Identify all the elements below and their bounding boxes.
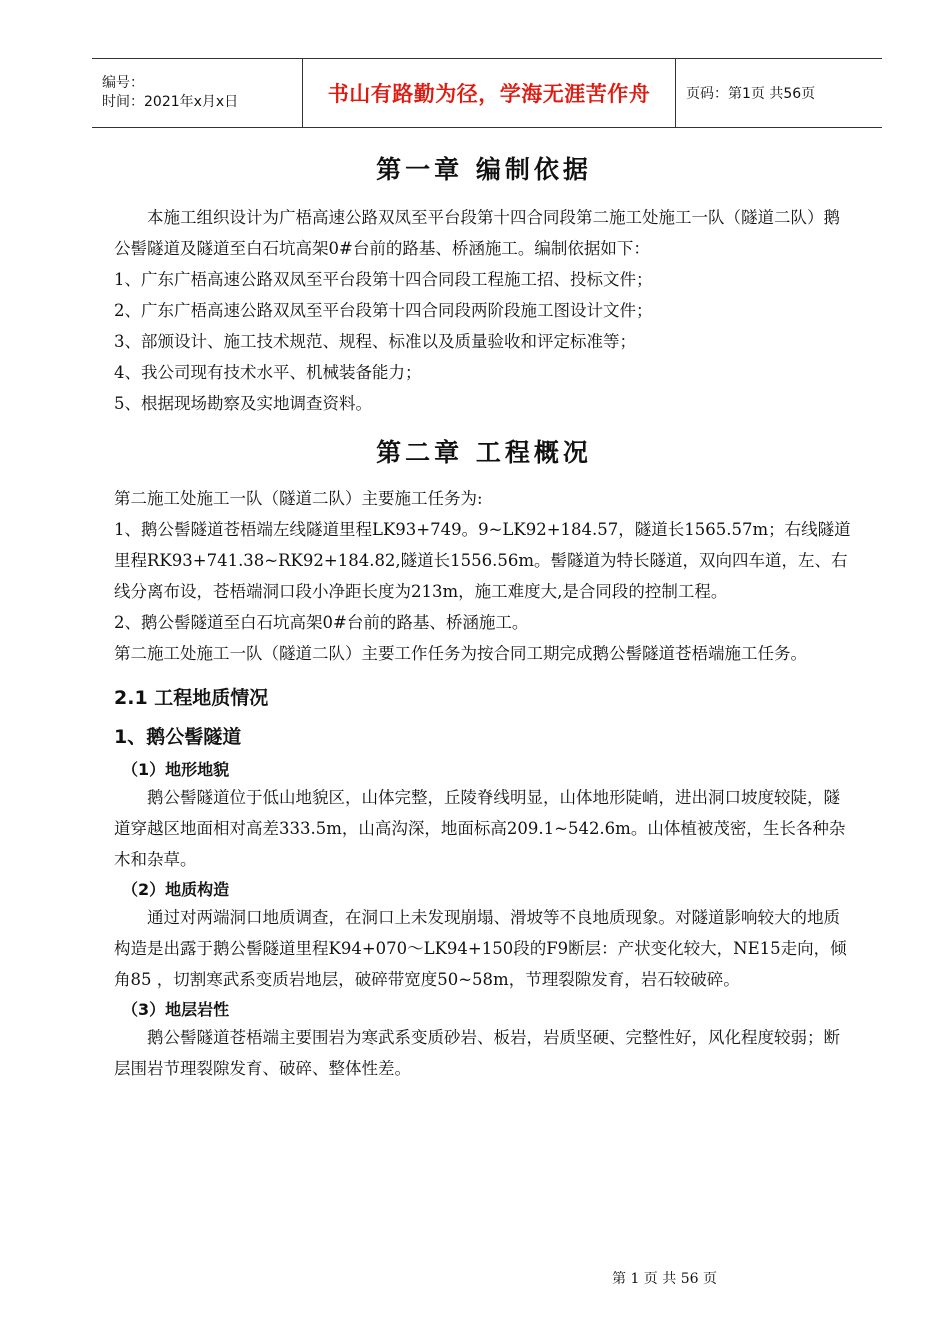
chapter-2-lead: 第二施工处施工一队（隧道二队）主要施工任务为:	[114, 489, 483, 508]
header-motto: 书山有路勤为径，学海无涯苦作舟	[327, 82, 651, 106]
section-2-1-heading: 2.1 工程地质情况	[114, 687, 269, 709]
header-meta	[92, 59, 302, 127]
chapter-1-intro: 本施工组织设计为广梧高速公路双凤至平台段第十四合同段第二施工处施工一队（隧道二队）鹅公髻隧道及隧道至白石坑高架0#台前的路基、桥涵施工。编制依据如下：	[114, 208, 840, 258]
task-1: 1、鹅公髻隧道苍梧端左线隧道里程LK93+749。9~LK92+184.57，隧道长1565.57m；右线隧道里程RK93+741.38~RK92+184.82,隧道长1556.56m。髻隧道为特长隧道，双向四车道，左、右线分离布设，苍梧端洞口段小净距长度为213m，施工难度大,是合同段的控制工程。	[114, 520, 851, 601]
basis-item: 2、广东广梧高速公路双凤至平台段第十四合同段两阶段施工图设计文件；	[114, 301, 653, 320]
chapter-1-title: 第一章 编制依据	[376, 155, 592, 184]
terrain-heading: （1）地形地貌	[122, 760, 230, 779]
page-footer: 第 1 页 共 56 页	[612, 1271, 717, 1287]
structure-heading: （2）地质构造	[122, 880, 230, 899]
header-page-cell	[676, 59, 882, 127]
chapter-2-title: 第二章 工程概况	[376, 438, 592, 467]
basis-item: 5、根据现场勘察及实地调查资料。	[114, 394, 372, 413]
structure-text: 通过对两端洞口地质调查，在洞口上未发现崩塌、滑坡等不良地质现象。对隧道影响较大的地质构造是出露于鹅公髻隧道里程K94+070～LK94+150段的F9断层：产状变化较大，NE15走向，倾角85 ，切割寒武系变质岩地层，破碎带宽度50~58m，节理裂隙发育，岩石较破碎。	[114, 908, 847, 989]
document-time: 时间：2021年x月x日	[102, 94, 239, 110]
tunnel-heading: 1、鹅公髻隧道	[114, 726, 242, 748]
basis-item: 4、我公司现有技术水平、机械装备能力；	[114, 363, 422, 382]
header-page-number: 页码：第1页 共56页	[686, 86, 816, 102]
task-summary: 第二施工处施工一队（隧道二队）主要工作任务为按合同工期完成鹅公髻隧道苍梧端施工任务。	[114, 644, 807, 663]
task-2: 2、鹅公髻隧道至白石坑高架0#台前的路基、桥涵施工。	[114, 613, 529, 632]
basis-item: 1、广东广梧高速公路双凤至平台段第十四合同段工程施工招、投标文件；	[114, 270, 653, 289]
lithology-text: 鹅公髻隧道苍梧端主要围岩为寒武系变质砂岩、板岩，岩质坚硬、完整性好，风化程度较弱；断层围岩节理裂隙发育、破碎、整体性差。	[114, 1028, 840, 1078]
header-motto-cell	[302, 59, 676, 127]
document-body	[114, 150, 854, 1084]
terrain-text: 鹅公髻隧道位于低山地貌区，山体完整，丘陵脊线明显，山体地形陡峭，进出洞口坡度较陡，隧道穿越区地面相对高差333.5m，山高沟深，地面标高209.1~542.6m。山体植被茂密，生长各种杂木和杂草。	[114, 788, 846, 869]
page-header	[92, 58, 882, 128]
basis-item: 3、部颁设计、施工技术规范、规程、标准以及质量验收和评定标准等；	[114, 332, 636, 351]
document-number-label: 编号：	[102, 75, 144, 91]
lithology-heading: （3）地层岩性	[122, 1000, 230, 1019]
